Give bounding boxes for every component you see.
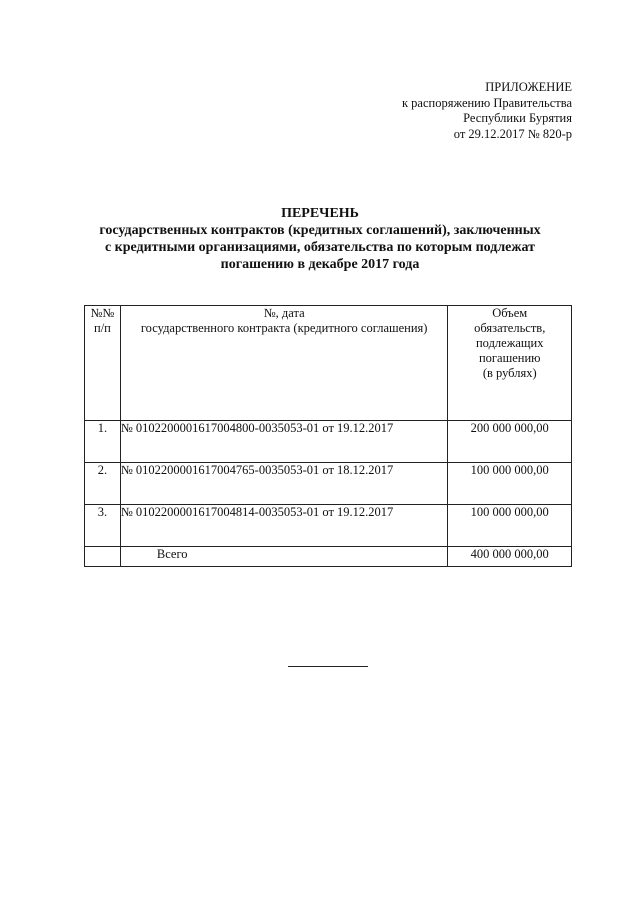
appendix-date-number: от 29.12.2017 № 820-р (453, 126, 572, 141)
header-amount-line-4: погашению (478, 351, 541, 365)
row-contract: № 0102200001617004814-0035053-01 от 19.12.2017 (120, 505, 448, 547)
row-amount: 100 000 000,00 (448, 463, 572, 505)
header-amount-line-1: Объем (492, 306, 528, 320)
header-amount-line-2: обязательств, (474, 321, 546, 335)
total-num-empty (85, 547, 121, 567)
row-contract: № 0102200001617004765-0035053-01 от 18.12.2017 (120, 463, 448, 505)
header-num-line-2: п/п (94, 321, 111, 335)
total-label: Всего (120, 547, 448, 567)
header-num-line-1: №№ (90, 306, 115, 320)
row-num: 2. (85, 463, 121, 505)
appendix-republic: Республики Бурятия (463, 111, 572, 125)
table-row (85, 505, 572, 547)
title-line-2: с кредитными организациями, обязательства по которым подлежат (104, 240, 536, 255)
header-contract-line-2: государственного контракта (кредитного соглашения) (140, 321, 428, 335)
row-amount: 200 000 000,00 (448, 421, 572, 463)
footer-divider (288, 666, 368, 667)
appendix-block (402, 80, 572, 142)
table-header-row (85, 306, 572, 421)
contracts-table (84, 305, 572, 567)
appendix-title: ПРИЛОЖЕНИЕ (485, 80, 572, 94)
total-amount: 400 000 000,00 (448, 547, 572, 567)
header-num (85, 306, 121, 421)
row-num: 3. (85, 505, 121, 547)
row-amount: 100 000 000,00 (448, 505, 572, 547)
title-line-1: государственных контрактов (кредитных соглашений), заключенных (99, 223, 541, 238)
document-title (60, 205, 580, 273)
header-amount (448, 306, 572, 421)
title-line-3: погашению в декабре 2017 года (220, 257, 420, 272)
header-amount-line-5: (в рублях) (482, 366, 537, 380)
table-row (85, 463, 572, 505)
table-row (85, 421, 572, 463)
title-heading: ПЕРЕЧЕНЬ (281, 206, 359, 221)
header-contract (120, 306, 448, 421)
header-contract-line-1: №, дата (263, 306, 305, 320)
table-total-row (85, 547, 572, 567)
header-amount-line-3: подлежащих (475, 336, 544, 350)
appendix-order-ref: к распоряжению Правительства (401, 95, 572, 110)
row-contract: № 0102200001617004800-0035053-01 от 19.12.2017 (120, 421, 448, 463)
row-num: 1. (85, 421, 121, 463)
